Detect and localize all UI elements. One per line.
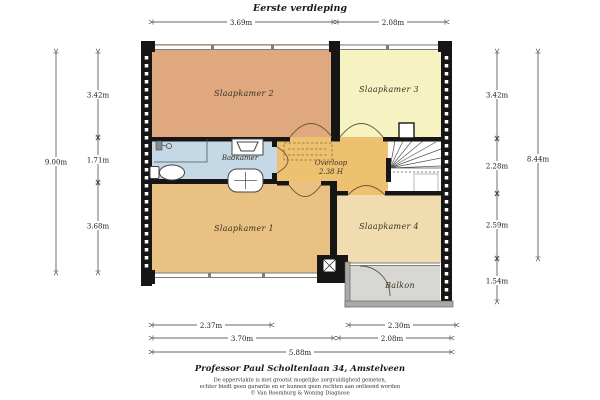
address: Professor Paul Scholtenlaan 34, Amstelveen — [194, 364, 406, 374]
washbasin-icon — [232, 139, 263, 155]
footer — [194, 364, 405, 397]
dim-bottom2-left: 3.70m — [230, 334, 254, 343]
dim-top-right: 2.08m — [381, 18, 405, 27]
dim-left-3: 3.68m — [86, 222, 110, 231]
disclaimer-line1: De oppervlakte is met grootst mogelijke zorgvuldigheid gemeten, — [213, 377, 387, 384]
niche-slaapkamer3 — [399, 123, 414, 138]
party-wall-right — [441, 41, 452, 302]
label-balkon: Balkon — [385, 281, 415, 290]
dim-right-3: 2.59m — [485, 221, 509, 230]
disclaimer-line3: © Van Roemburg & Woning Diagnose — [250, 390, 350, 397]
label-slaapkamer1: Slaapkamer 1 — [214, 224, 274, 233]
dim-right-outer: 8.44m — [526, 155, 550, 164]
dim-left-outer: 9.00m — [44, 158, 68, 167]
dim-top-left: 3.69m — [229, 18, 253, 27]
dim-left-2: 1.71m — [86, 156, 110, 165]
label-overloop-height: 2.38 H — [319, 168, 343, 176]
toilet-icon — [150, 165, 185, 180]
label-badkamer: Badkamer — [221, 154, 259, 162]
label-slaapkamer4: Slaapkamer 4 — [359, 222, 419, 231]
dim-bottom2-right: 2.08m — [380, 334, 404, 343]
wall-corner-top-left — [141, 41, 155, 52]
window-slaapkamer1-bottom — [152, 273, 318, 278]
wall-between-slaapkamer2-3 — [331, 44, 340, 141]
wall-corner-bottom-left — [141, 270, 155, 284]
dim-right-4: 1.54m — [485, 277, 509, 286]
dim-right-1: 3.42m — [485, 91, 509, 100]
duct-block — [317, 255, 348, 283]
dim-bottom-total: 5.88m — [288, 348, 312, 357]
vanity-basin-icon — [228, 169, 263, 192]
label-slaapkamer3: Slaapkamer 3 — [359, 85, 419, 94]
window-slaapkamer3-top — [340, 45, 439, 50]
page-title: Eerste verdieping — [252, 3, 348, 14]
party-wall-left — [141, 41, 152, 286]
wall-corner-top-right — [438, 41, 452, 52]
dim-bottom1-left: 2.37m — [199, 321, 223, 330]
dim-bottom1-right: 2.30m — [387, 321, 411, 330]
dim-left-1: 3.42m — [86, 91, 110, 100]
window-balkon-door — [348, 263, 440, 267]
wall-stair-newel — [386, 158, 391, 182]
window-slaapkamer2-top — [152, 45, 331, 50]
label-overloop: Overloop — [314, 159, 348, 167]
dim-right-2: 2.28m — [485, 162, 509, 171]
label-slaapkamer2: Slaapkamer 2 — [214, 89, 274, 98]
disclaimer-line2: echter biedt geen garantie en er kunnen geen rechten aan ontleend worden — [199, 384, 401, 390]
